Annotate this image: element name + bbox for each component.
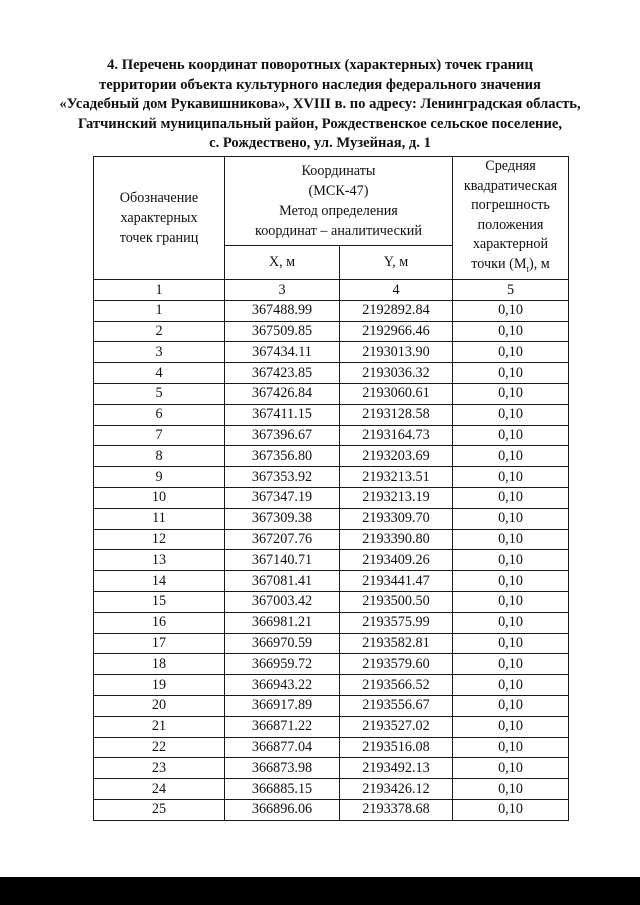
x-coordinate-cell: 366877.04 bbox=[225, 737, 340, 758]
header-y: Y, м bbox=[340, 245, 453, 279]
table-row bbox=[94, 716, 569, 737]
table-row bbox=[94, 633, 569, 654]
table-row bbox=[94, 467, 569, 488]
y-coordinate-cell: 2193426.12 bbox=[340, 779, 453, 800]
point-number-cell: 11 bbox=[94, 508, 225, 529]
point-number-cell: 20 bbox=[94, 695, 225, 716]
header-mean-error bbox=[453, 157, 569, 280]
point-number-cell: 4 bbox=[94, 363, 225, 384]
y-coordinate-cell: 2193516.08 bbox=[340, 737, 453, 758]
header-text: Координаты bbox=[301, 162, 376, 179]
y-coordinate-cell: 2193390.80 bbox=[340, 529, 453, 550]
mean-error-cell: 0,10 bbox=[453, 488, 569, 509]
header-text: точки $(M_t)$, м bbox=[471, 255, 550, 274]
table-header-row bbox=[94, 157, 569, 246]
x-coordinate-cell: 366917.89 bbox=[225, 695, 340, 716]
y-coordinate-cell: 2193203.69 bbox=[340, 446, 453, 467]
table-row bbox=[94, 363, 569, 384]
table-row bbox=[94, 758, 569, 779]
table-row bbox=[94, 384, 569, 405]
table-row bbox=[94, 300, 569, 321]
mean-error-cell: 0,10 bbox=[453, 404, 569, 425]
mean-error-cell: 0,10 bbox=[453, 799, 569, 820]
x-coordinate-cell: 367411.15 bbox=[225, 404, 340, 425]
column-number: 4 bbox=[340, 279, 453, 300]
mean-error-cell: 0,10 bbox=[453, 612, 569, 633]
column-number: 1 bbox=[94, 279, 225, 300]
mean-error-cell: 0,10 bbox=[453, 695, 569, 716]
point-number-cell: 19 bbox=[94, 675, 225, 696]
mean-error-cell: 0,10 bbox=[453, 571, 569, 592]
table-row bbox=[94, 654, 569, 675]
x-coordinate-cell: 367423.85 bbox=[225, 363, 340, 384]
mean-error-cell: 0,10 bbox=[453, 633, 569, 654]
scan-bottom-border bbox=[0, 877, 640, 905]
y-coordinate-cell: 2193309.70 bbox=[340, 508, 453, 529]
x-coordinate-cell: 367509.85 bbox=[225, 321, 340, 342]
x-coordinate-cell: 366871.22 bbox=[225, 716, 340, 737]
header-text: погрешность bbox=[471, 197, 550, 213]
table-row bbox=[94, 675, 569, 696]
x-coordinate-cell: 367356.80 bbox=[225, 446, 340, 467]
x-coordinate-cell: 367003.42 bbox=[225, 591, 340, 612]
table-row bbox=[94, 737, 569, 758]
y-coordinate-cell: 2193060.61 bbox=[340, 384, 453, 405]
mean-error-cell: 0,10 bbox=[453, 384, 569, 405]
table-row bbox=[94, 779, 569, 800]
table-row bbox=[94, 799, 569, 820]
y-coordinate-cell: 2193213.19 bbox=[340, 488, 453, 509]
mean-error-cell: 0,10 bbox=[453, 758, 569, 779]
x-coordinate-cell: 367081.41 bbox=[225, 571, 340, 592]
header-text: квадратическая bbox=[463, 177, 558, 194]
table-row bbox=[94, 571, 569, 592]
mean-error-cell: 0,10 bbox=[453, 446, 569, 467]
x-coordinate-cell: 367207.76 bbox=[225, 529, 340, 550]
x-coordinate-cell: 367309.38 bbox=[225, 508, 340, 529]
point-number-cell: 10 bbox=[94, 488, 225, 509]
title-line: территории объекта культурного наследия федерального значения bbox=[99, 76, 541, 93]
table-row bbox=[94, 550, 569, 571]
x-coordinate-cell: 367434.11 bbox=[225, 342, 340, 363]
y-coordinate-cell: 2193579.60 bbox=[340, 654, 453, 675]
point-number-cell: 12 bbox=[94, 529, 225, 550]
y-coordinate-cell: 2193575.99 bbox=[340, 612, 453, 633]
table-row bbox=[94, 446, 569, 467]
header-text: Средняя bbox=[485, 158, 536, 174]
y-coordinate-cell: 2193164.73 bbox=[340, 425, 453, 446]
point-number-cell: 8 bbox=[94, 446, 225, 467]
point-number-cell: 13 bbox=[94, 550, 225, 571]
y-coordinate-cell: 2193556.67 bbox=[340, 695, 453, 716]
header-text: точек границ bbox=[119, 229, 199, 246]
mean-error-cell: 0,10 bbox=[453, 300, 569, 321]
x-coordinate-cell: 367488.99 bbox=[225, 300, 340, 321]
title-line: 4. Перечень координат поворотных (характерных) точек границ bbox=[107, 57, 533, 73]
x-coordinate-cell: 366943.22 bbox=[225, 675, 340, 696]
point-number-cell: 15 bbox=[94, 591, 225, 612]
y-coordinate-cell: 2193492.13 bbox=[340, 758, 453, 779]
x-coordinate-cell: 367396.67 bbox=[225, 425, 340, 446]
point-number-cell: 17 bbox=[94, 633, 225, 654]
point-number-cell: 2 bbox=[94, 321, 225, 342]
point-number-cell: 16 bbox=[94, 612, 225, 633]
x-coordinate-cell: 366959.72 bbox=[225, 654, 340, 675]
mean-error-cell: 0,10 bbox=[453, 550, 569, 571]
y-coordinate-cell: 2193409.26 bbox=[340, 550, 453, 571]
point-number-cell: 24 bbox=[94, 779, 225, 800]
point-number-cell: 18 bbox=[94, 654, 225, 675]
mean-error-cell: 0,10 bbox=[453, 654, 569, 675]
x-coordinate-cell: 367140.71 bbox=[225, 550, 340, 571]
header-text: координат – аналитический bbox=[255, 222, 422, 239]
x-coordinate-cell: 367353.92 bbox=[225, 467, 340, 488]
header-coordinates bbox=[225, 157, 453, 246]
mean-error-cell: 0,10 bbox=[453, 342, 569, 363]
y-coordinate-cell: 2193013.90 bbox=[340, 342, 453, 363]
table-row bbox=[94, 612, 569, 633]
x-coordinate-cell: 366981.21 bbox=[225, 612, 340, 633]
point-number-cell: 22 bbox=[94, 737, 225, 758]
table-row bbox=[94, 695, 569, 716]
x-coordinate-cell: 366970.59 bbox=[225, 633, 340, 654]
y-coordinate-cell: 2193566.52 bbox=[340, 675, 453, 696]
table-row bbox=[94, 425, 569, 446]
y-coordinate-cell: 2193213.51 bbox=[340, 467, 453, 488]
point-number-cell: 3 bbox=[94, 342, 225, 363]
y-coordinate-cell: 2193128.58 bbox=[340, 404, 453, 425]
table-row bbox=[94, 488, 569, 509]
y-coordinate-cell: 2193582.81 bbox=[340, 633, 453, 654]
y-coordinate-cell: 2193036.32 bbox=[340, 363, 453, 384]
mean-error-cell: 0,10 bbox=[453, 737, 569, 758]
point-number-cell: 7 bbox=[94, 425, 225, 446]
table-column-numbers-row bbox=[94, 279, 569, 300]
mean-error-cell: 0,10 bbox=[453, 467, 569, 488]
table-row bbox=[94, 508, 569, 529]
y-coordinate-cell: 2192892.84 bbox=[340, 300, 453, 321]
table-row bbox=[94, 321, 569, 342]
y-coordinate-cell: 2193378.68 bbox=[340, 799, 453, 820]
point-number-cell: 6 bbox=[94, 404, 225, 425]
header-text: (МСК-47) bbox=[308, 182, 369, 199]
title-line: с. Рождествено, ул. Музейная, д. 1 bbox=[209, 135, 431, 151]
x-coordinate-cell: 367426.84 bbox=[225, 384, 340, 405]
header-text: положения bbox=[477, 216, 544, 233]
point-number-cell: 9 bbox=[94, 467, 225, 488]
point-number-cell: 25 bbox=[94, 799, 225, 820]
x-coordinate-cell: 366896.06 bbox=[225, 799, 340, 820]
header-text: Метод определения bbox=[279, 202, 398, 219]
title-line: «Усадебный дом Рукавишникова», XVIII в. по адресу: Ленинградская область, bbox=[59, 96, 581, 112]
y-coordinate-cell: 2193527.02 bbox=[340, 716, 453, 737]
table-row bbox=[94, 591, 569, 612]
mean-error-cell: 0,10 bbox=[453, 363, 569, 384]
table-row bbox=[94, 529, 569, 550]
table-row bbox=[94, 342, 569, 363]
column-number: 5 bbox=[453, 279, 569, 300]
mean-error-cell: 0,10 bbox=[453, 779, 569, 800]
column-number: 3 bbox=[225, 279, 340, 300]
header-x: X, м bbox=[225, 245, 340, 279]
point-number-cell: 21 bbox=[94, 716, 225, 737]
title-line: Гатчинский муниципальный район, Рождественское сельское поселение, bbox=[77, 115, 563, 132]
header-text: Обозначение bbox=[119, 189, 199, 206]
header-text: характерной bbox=[472, 236, 549, 252]
x-coordinate-cell: 366885.15 bbox=[225, 779, 340, 800]
header-text: характерных bbox=[120, 209, 198, 226]
mean-error-cell: 0,10 bbox=[453, 716, 569, 737]
document-title bbox=[20, 56, 620, 154]
x-coordinate-cell: 366873.98 bbox=[225, 758, 340, 779]
mean-error-cell: 0,10 bbox=[453, 675, 569, 696]
point-number-cell: 14 bbox=[94, 571, 225, 592]
mean-error-cell: 0,10 bbox=[453, 425, 569, 446]
x-coordinate-cell: 367347.19 bbox=[225, 488, 340, 509]
mean-error-cell: 0,10 bbox=[453, 321, 569, 342]
header-point-designation bbox=[94, 157, 225, 280]
table-body bbox=[94, 300, 569, 820]
coordinates-table bbox=[93, 156, 569, 821]
point-number-cell: 1 bbox=[94, 300, 225, 321]
y-coordinate-cell: 2192966.46 bbox=[340, 321, 453, 342]
y-coordinate-cell: 2193500.50 bbox=[340, 591, 453, 612]
mean-error-cell: 0,10 bbox=[453, 508, 569, 529]
mean-error-cell: 0,10 bbox=[453, 591, 569, 612]
mean-error-cell: 0,10 bbox=[453, 529, 569, 550]
point-number-cell: 5 bbox=[94, 384, 225, 405]
y-coordinate-cell: 2193441.47 bbox=[340, 571, 453, 592]
point-number-cell: 23 bbox=[94, 758, 225, 779]
table-row bbox=[94, 404, 569, 425]
